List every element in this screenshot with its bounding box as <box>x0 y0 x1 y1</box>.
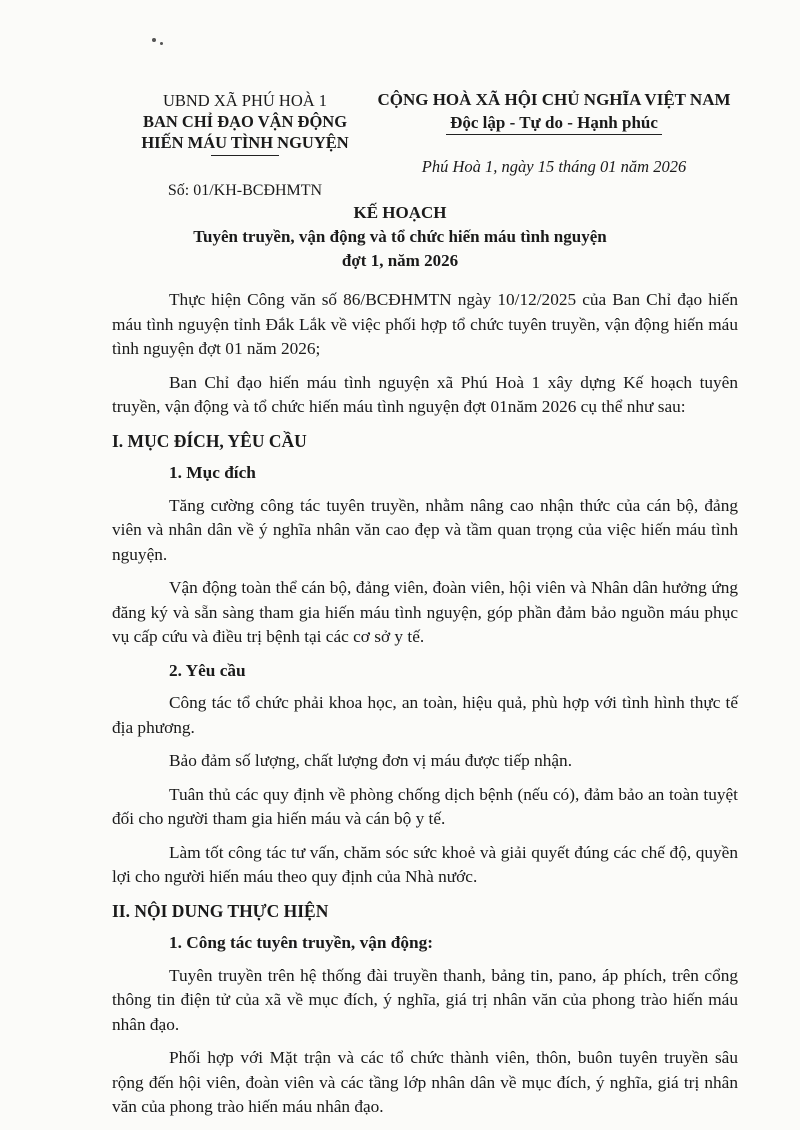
body-paragraph: Công tác tổ chức phải khoa học, an toàn, hiệu quả, phù hợp với tình hình thực tế địa phương. <box>112 693 738 737</box>
body-paragraph: Làm tốt công tác tư vấn, chăm sóc sức khoẻ và giải quyết đúng các chế độ, quyền lợi cho người hiến máu theo quy định của Nhà nước. <box>112 842 738 886</box>
title-line-2: Tuyên truyền, vận động và tổ chức hiến máu tình nguyện <box>193 227 607 246</box>
subsection-heading: 2. Yêu cầu <box>169 660 246 680</box>
body-paragraph: Ban Chỉ đạo hiến máu tình nguyện xã Phú Hoà 1 xây dựng Kế hoạch tuyên truyền, vận động và tổ chức hiến máu tình nguyện đợt 01năm 2026 cụ thể như sau: <box>112 372 738 416</box>
scan-speck <box>160 42 163 45</box>
body-paragraph: Thực hiện Công văn số 86/BCĐHMTN ngày 10/12/2025 của Ban Chỉ đạo hiến máu tình nguyện tỉnh Đắk Lắk về việc phối hợp tổ chức tuyên truyền, vận động hiến máu tình nguyện đợt 01 năm 2026; <box>112 290 738 358</box>
national-motto <box>368 88 740 178</box>
section-heading: I. MỤC ĐÍCH, YÊU CẦU <box>112 430 307 451</box>
agency-line-1: UBND XÃ PHÚ HOÀ 1 <box>162 91 328 110</box>
body-paragraph: Tuyên truyền trên hệ thống đài truyền thanh, bảng tin, pano, áp phích, trên cổng thông tin điện tử của xã về mục đích, ý nghĩa, giá trị nhân văn của phong trào hiến máu nhân đạo. <box>112 965 738 1034</box>
agency-line-2: BAN CHỈ ĐẠO VẬN ĐỘNG <box>142 112 348 131</box>
title-line-3: đợt 1, năm 2026 <box>341 251 459 270</box>
document-date: Phú Hoà 1, ngày 15 tháng 01 năm 2026 <box>421 157 687 176</box>
document-title <box>0 201 800 273</box>
agency-line-3: HIẾN MÁU TÌNH NGUYỆN <box>141 133 349 152</box>
subsection-heading: 1. Mục đích <box>169 463 256 482</box>
body-paragraph: Bảo đảm số lượng, chất lượng đơn vị máu được tiếp nhận. <box>169 751 573 770</box>
document-number: Số: 01/KH-BCĐHMTN <box>167 182 323 199</box>
subsection-heading: 1. Công tác tuyên truyền, vận động: <box>169 933 434 952</box>
body-paragraph: Vận động toàn thể cán bộ, đảng viên, đoàn viên, hội viên và Nhân dân hưởng ứng đăng ký và sẵn sàng tham gia hiến máu tình nguyện, góp phần đảm bảo nguồn máu phục vụ cấp cứu và điều trị bệnh tại các cơ sở y tế. <box>112 578 738 646</box>
body-paragraph: Tuân thủ các quy định về phòng chống dịch bệnh (nếu có), đảm bảo an toàn tuyệt đối cho người tham gia hiến máu và cán bộ y tế. <box>112 784 738 828</box>
motto: Độc lập - Tự do - Hạnh phúc <box>450 113 658 132</box>
section-heading: II. NỘI DUNG THỰC HIỆN <box>112 900 329 921</box>
body-paragraph: Phối hợp với Mặt trận và các tổ chức thành viên, thôn, buôn tuyên truyền sâu rộng đến hội viên, đoàn viên và các tầng lớp nhân dân về mục đích, ý nghĩa, giá trị nhân văn của phong trào hiến máu nhân đạo. <box>112 1048 738 1116</box>
motto-underline <box>446 134 662 135</box>
agency-underline <box>211 155 279 156</box>
issuing-agency <box>120 90 370 201</box>
body-paragraph: Tăng cường công tác tuyên truyền, nhằm nâng cao nhận thức của cán bộ, đảng viên và nhân dân về ý nghĩa nhân văn cao đẹp và tầm quan trọng của việc hiến máu tình nguyện. <box>112 495 738 564</box>
document-body <box>112 288 738 1129</box>
country-name: CỘNG HOÀ XÃ HỘI CHỦ NGHĨA VIỆT NAM <box>377 90 731 109</box>
scan-speck <box>152 38 156 42</box>
title-line-1: KẾ HOẠCH <box>353 203 447 222</box>
